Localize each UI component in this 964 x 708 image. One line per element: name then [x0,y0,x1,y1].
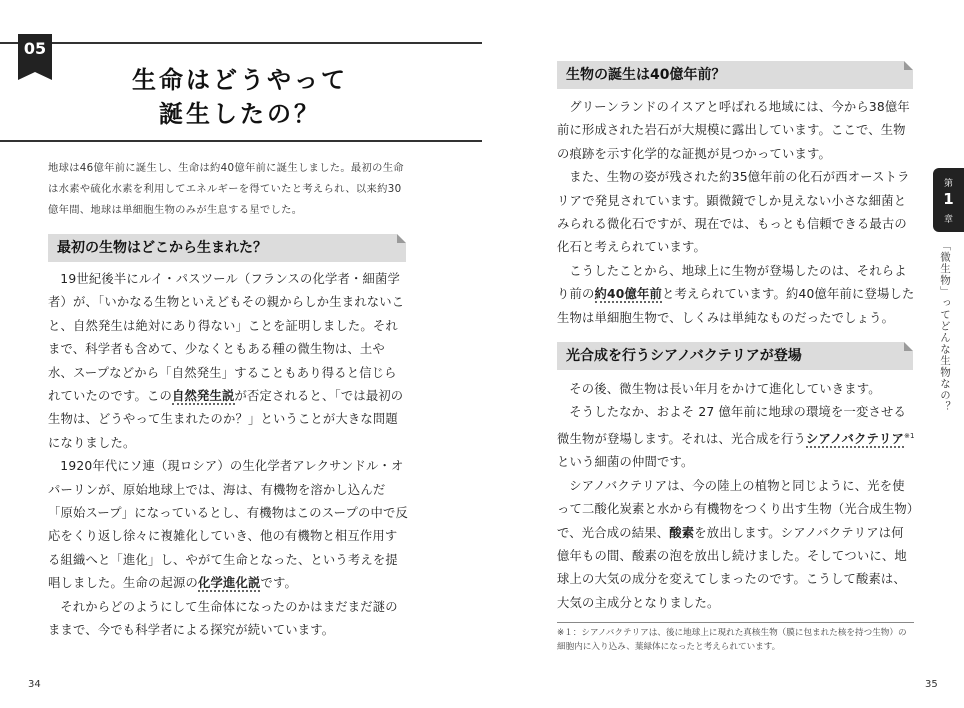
paragraph-27-billion: そうしたなか、およそ 27 億年前に地球の環境を一変させる微生物が登場します。それは、光合成を行うシアノバクテリア$^{※1}$という細菌の仲間です。 [557,405,915,470]
section-heading-origin [48,234,406,262]
keyword-spontaneous-generation: 自然発生説 [172,389,235,404]
page-number-right: 35 [925,679,938,690]
page-title-line1: 生命はどうやって [132,66,348,94]
section-heading-text: 生物の誕生は40億年前？ [566,67,726,83]
footnote: ※１：シアノバクテリアは、後に地球上に現れた真核生物（膜に包まれた核を持つ生物）の細胞内に入り込み、葉緑体になったと考えられています。 [557,628,907,652]
footnote-rule [557,622,914,623]
keyword-chemical-evolution: 化学進化説 [197,576,261,591]
keyword-oxygen: 酸素 [669,525,695,540]
paragraph-40-billion: こうしたことから、地球上に生物が登場したのは、それらより前の約40億年前と考えられています。約40億年前に登場した生物は単細胞生物で、しくみは単純なものだったでしょう。 [557,263,915,325]
page-title-line2: 誕生したの？ [159,100,321,128]
intro-paragraph: 地球は46億年前に誕生し、生命は約40億年前に誕生しました。最初の生命は水素や硫化水素を利用してエネルギーを得ていたと考えられ、以来約30億年間、地球は単細胞生物のみが生息する星でした。 [48,162,404,216]
paragraph-pasteur: 19世紀後半にルイ・パスツール（フランスの化学者・細菌学者）が、「いかなる生物といえどもその親からしか生まれないこと、自然発生は絶対にあり得ない」ことを証明しました。それまで、科学者も含めて、少なくともある種の微生物は、土や水、スープなどから「自然発生」することもあり得ると信じられていたのです。この自然発生説が否定されると、「では最初の生物は、どうやって生まれたのか？」ということが大きな問題になりました。 [48,272,405,450]
paragraph-fossil: また、生物の姿が残された約35億年前の化石が西オーストラリアで発見されています。顕微鏡でしか見えない小さな細菌とみられる微化石ですが、現在では、もっとも信頼できる最古の化石と考えられています。 [557,170,910,255]
corner-fold-icon [904,61,913,70]
section-heading-birth [557,61,913,89]
paragraph-oparin: 1920年代にソ連（現ロシア）の生化学者アレクサンドル・オパーリンが、原始地球上では、海は、有機物を溶かし込んだ「原始スープ」になっているとし、有機物はこのスープの中で反応をくり返し徐々に複雑化していき、他の有機物と相互作用する組織へと「進化」し、やがて生命となった、という考えを提唱しました。生命の起源の化学進化説です。 [48,459,408,591]
paragraph-mystery: それからどのようにして生命体になったのかはまだまだ謎のままで、今でも科学者による探究が続いています。 [48,599,398,638]
section-heading-text: 最初の生物はどこから生まれた？ [57,240,267,256]
page-number-left: 34 [28,679,41,690]
chapter-number-tab [18,34,52,72]
header-rule-top [0,42,482,44]
paragraph-isua: グリーンランドのイスアと呼ばれる地域には、今から38億年前に形成された岩石が大規模に露出しています。ここで、生物の痕跡を示す化学的な証拠が見つかっています。 [557,100,910,161]
section-heading-text: 光合成を行うシアノバクテリアが登場 [566,348,802,364]
left-body-text [48,268,408,643]
chapter-side-tab: 第 1 章 [933,168,964,232]
header-rule-bottom [0,140,482,142]
right-body-text-2 [557,378,915,615]
corner-fold-icon [397,234,406,243]
paragraph-evolution: その後、微生物は長い年月をかけて進化していきます。 [569,382,881,396]
paragraph-photosynthesis: シアノバクテリアは、今の陸上の植物と同じように、光を使って二酸化炭素と水から有機物をつくり出す生物（光合成生物）で、光合成の結果、酸素を放出します。シアノバクテリアは何億年もの間、酸素の泡を放出し続けました。そしてついに、地球上の大気の成分を変えてしまったのです。こうして酸素は、大気の主成分となりました。 [557,478,914,610]
section-heading-cyanobacteria [557,342,913,370]
chapter-side-number: 1 [943,190,954,208]
keyword-4-billion-years: 約40億年前 [594,287,663,302]
keyword-cyanobacteria: シアノバクテリア [805,431,904,446]
chapter-title-vertical: 「微生物」ってどんな生物なの？ [939,240,951,413]
right-body-text-1 [557,96,915,330]
footnote-ref: ※1 [903,431,915,440]
chapter-number: 05 [23,39,47,58]
corner-fold-icon [904,342,913,351]
